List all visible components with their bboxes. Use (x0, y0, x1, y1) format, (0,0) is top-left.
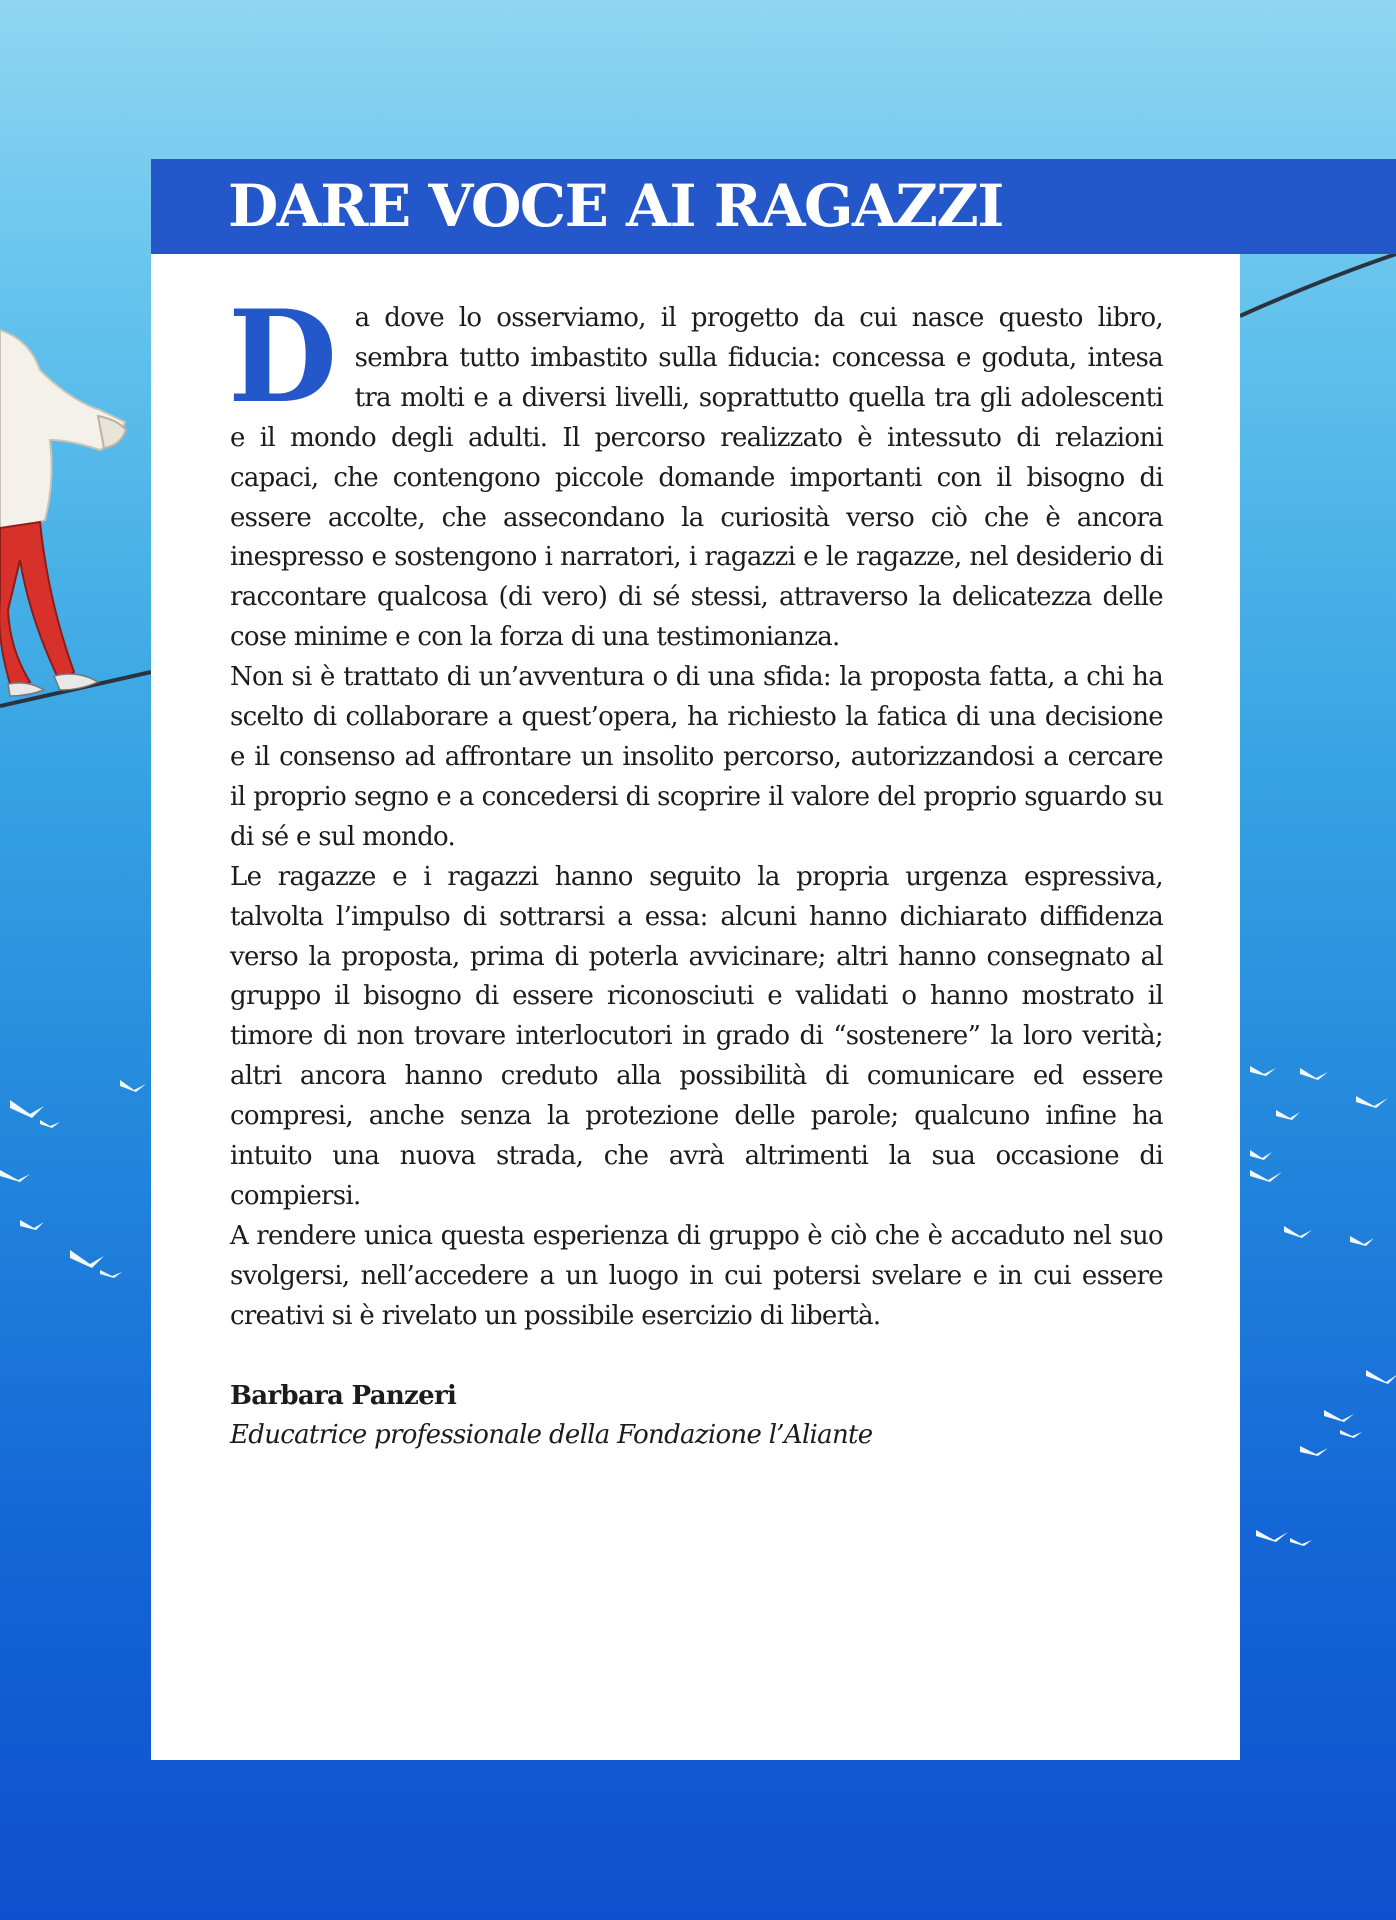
paragraph-3: Le ragazze e i ragazzi hanno seguito la propria urgenza espressiva, talvolta l’impulso di sottrarsi a essa: alcuni hanno dichiarato diffidenza verso la proposta, prima di poterla avvicinare; altri hanno consegnato al gruppo il bisogno di essere riconosciuti e validati o hanno mostrato il timore di non trovare interlocutori in grado di “sostenere” la loro verità; altri ancora hanno creduto alla possibilità di comunicare ed essere compresi, anche senza la protezione delle parole; qualcuno infine ha intuito una nuova strada, che avrà altrimenti la sua occasione di compiersi. (230, 861, 1163, 1211)
author-signature (230, 1377, 1163, 1457)
drop-cap: D (228, 283, 337, 431)
paragraph-2: Non si è trattato di un’avventura o di una sfida: la proposta fatta, a chi ha scelto di collaborare a quest’opera, ha richiesto la fatica di una decisione e il consenso ad affrontare un insolito percorso, autorizzandosi a cercare il proprio segno e a concedersi di scoprire il valore del proprio sguardo su di sé e sul mondo. (230, 662, 1163, 852)
author-name: Barbara Panzeri (230, 1380, 457, 1411)
article-body (228, 283, 1163, 1456)
tightrope-walker-figure (0, 330, 126, 696)
paragraph-4: A rendere unica questa esperienza di gruppo è ciò che è accaduto nel suo svolgersi, nell’accedere a un luogo in cui potersi svelare e in cui essere creativi si è rivelato un possibile esercizio di libertà. (230, 1220, 1163, 1331)
birds-left (0, 1080, 146, 1278)
paragraph-1-text: a dove lo osserviamo, il progetto da cui nasce questo libro, sembra tutto imbastito sulla fiducia: concessa e goduta, intesa tra molti e a diversi livelli, soprattutto quella tra gli adolescenti e il mondo degli adulti. Il percorso realizzato è intessuto di relazioni capaci, che contengono piccole domande importanti con il bisogno di essere accolte, che assecondano la curiosità verso ciò che è ancora inespresso e sostengono i narratori, i ragazzi e le ragazze, nel desiderio di raccontare qualcosa (di vero) di sé stessi, attraverso la delicatezza delle cose minime e con la forza di una testimonianza. (230, 303, 1163, 653)
author-role: Educatrice professionale della Fondazione l’Aliante (230, 1420, 873, 1451)
birds-right (1250, 1066, 1396, 1546)
tightrope-right (1240, 254, 1396, 316)
page-title: DARE VOCE AI RAGAZZI (228, 172, 1003, 240)
paragraph-1 (228, 283, 1163, 658)
